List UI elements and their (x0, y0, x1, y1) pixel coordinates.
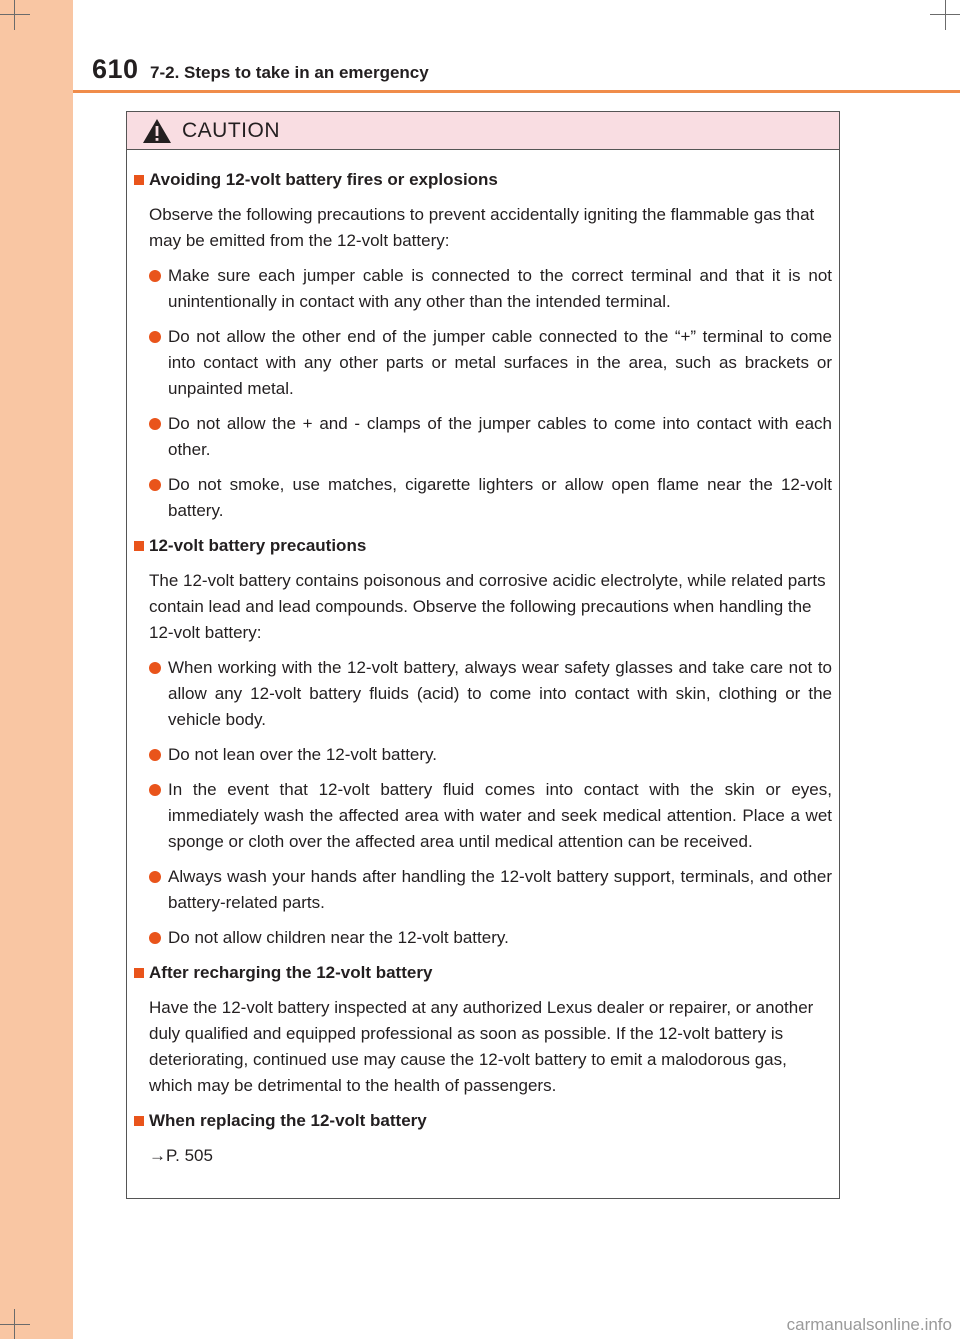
round-bullet-icon (149, 932, 161, 944)
round-bullet-icon (149, 749, 161, 761)
bullet-item (134, 655, 832, 733)
round-bullet-icon (149, 270, 161, 282)
section-intro: Have the 12-volt battery inspected at any authorized Lexus dealer or repairer, or another duly qualified and equipped professional as soon as possible. If the 12-volt battery is deteriorating, continued use may cause the 12-volt battery to emit a malodorous gas, which may be detrimental to the health of passengers. (149, 998, 814, 1095)
round-bullet-icon (149, 784, 161, 796)
square-bullet-icon (134, 175, 144, 185)
crop-mark (0, 1324, 30, 1325)
bullet-text: Do not allow the other end of the jumper cable connected to the “+” terminal to come into contact with any other parts or metal surfaces in the area, such as brackets or unpainted metal. (168, 327, 832, 398)
section-intro: Observe the following precautions to prevent accidentally igniting the flammable gas that may be emitted from the 12-volt battery: (149, 205, 815, 250)
section-heading-text: When replacing the 12-volt battery (149, 1111, 427, 1130)
warning-triangle-icon (142, 118, 172, 144)
round-bullet-icon (149, 479, 161, 491)
section-intro: The 12-volt battery contains poisonous and corrosive acidic electrolyte, while related parts contain lead and lead compounds. Observe the following precautions when handling the 12-volt battery: (149, 571, 826, 642)
header-rule (73, 90, 960, 93)
bullet-text: In the event that 12-volt battery fluid comes into contact with the skin or eyes, immediately wash the affected area with water and seek medical attention. Place a wet sponge or cloth over the affected area until medical attention can be received. (168, 780, 832, 851)
square-bullet-icon (134, 541, 144, 551)
square-bullet-icon (134, 968, 144, 978)
bullet-text: Do not lean over the 12-volt battery. (168, 745, 438, 764)
section-heading (134, 533, 832, 559)
bullet-text: Always wash your hands after handling the 12-volt battery support, terminals, and other battery-related parts. (168, 867, 832, 912)
page-number: 610 (92, 54, 139, 84)
bullet-text: Make sure each jumper cable is connected to the correct terminal and that it is not unintentionally in contact with any other than the intended terminal. (168, 266, 832, 311)
caution-body (127, 150, 839, 1169)
section-heading (134, 1108, 832, 1134)
bullet-item (134, 864, 832, 916)
caution-label: CAUTION (182, 119, 280, 142)
section-intro: →P. 505 (149, 1146, 213, 1165)
bullet-text: Do not allow children near the 12-volt battery. (168, 928, 509, 947)
round-bullet-icon (149, 871, 161, 883)
bullet-item (134, 472, 832, 524)
section-heading-text: Avoiding 12-volt battery fires or explosions (149, 170, 498, 189)
caution-header (127, 112, 839, 150)
section-heading-text: 12-volt battery precautions (149, 536, 367, 555)
bullet-text: When working with the 12-volt battery, always wear safety glasses and take care not to allow any 12-volt battery fluids (acid) to come into contact with skin, clothing or the vehicle body. (168, 658, 832, 729)
round-bullet-icon (149, 331, 161, 343)
caution-box (126, 111, 840, 1199)
section-heading (134, 960, 832, 986)
section-heading (134, 167, 832, 193)
section-title: 7-2. Steps to take in an emergency (150, 63, 429, 82)
section-heading-text: After recharging the 12-volt battery (149, 963, 433, 982)
round-bullet-icon (149, 662, 161, 674)
bullet-text: Do not allow the + and - clamps of the jumper cables to come into contact with each other. (168, 414, 832, 459)
side-color-band (0, 0, 73, 1339)
bullet-item (134, 742, 832, 768)
bullet-text: Do not smoke, use matches, cigarette lighters or allow open flame near the 12-volt battery. (168, 475, 832, 520)
crop-mark (14, 0, 15, 30)
square-bullet-icon (134, 1116, 144, 1126)
crop-mark (945, 0, 946, 30)
bullet-item (134, 263, 832, 315)
round-bullet-icon (149, 418, 161, 430)
crop-mark (0, 14, 30, 15)
bullet-item (134, 925, 832, 951)
crop-mark (930, 14, 960, 15)
watermark: carmanualsonline.info (786, 1315, 952, 1334)
bullet-item (134, 324, 832, 402)
bullet-item (134, 777, 832, 855)
bullet-item (134, 411, 832, 463)
